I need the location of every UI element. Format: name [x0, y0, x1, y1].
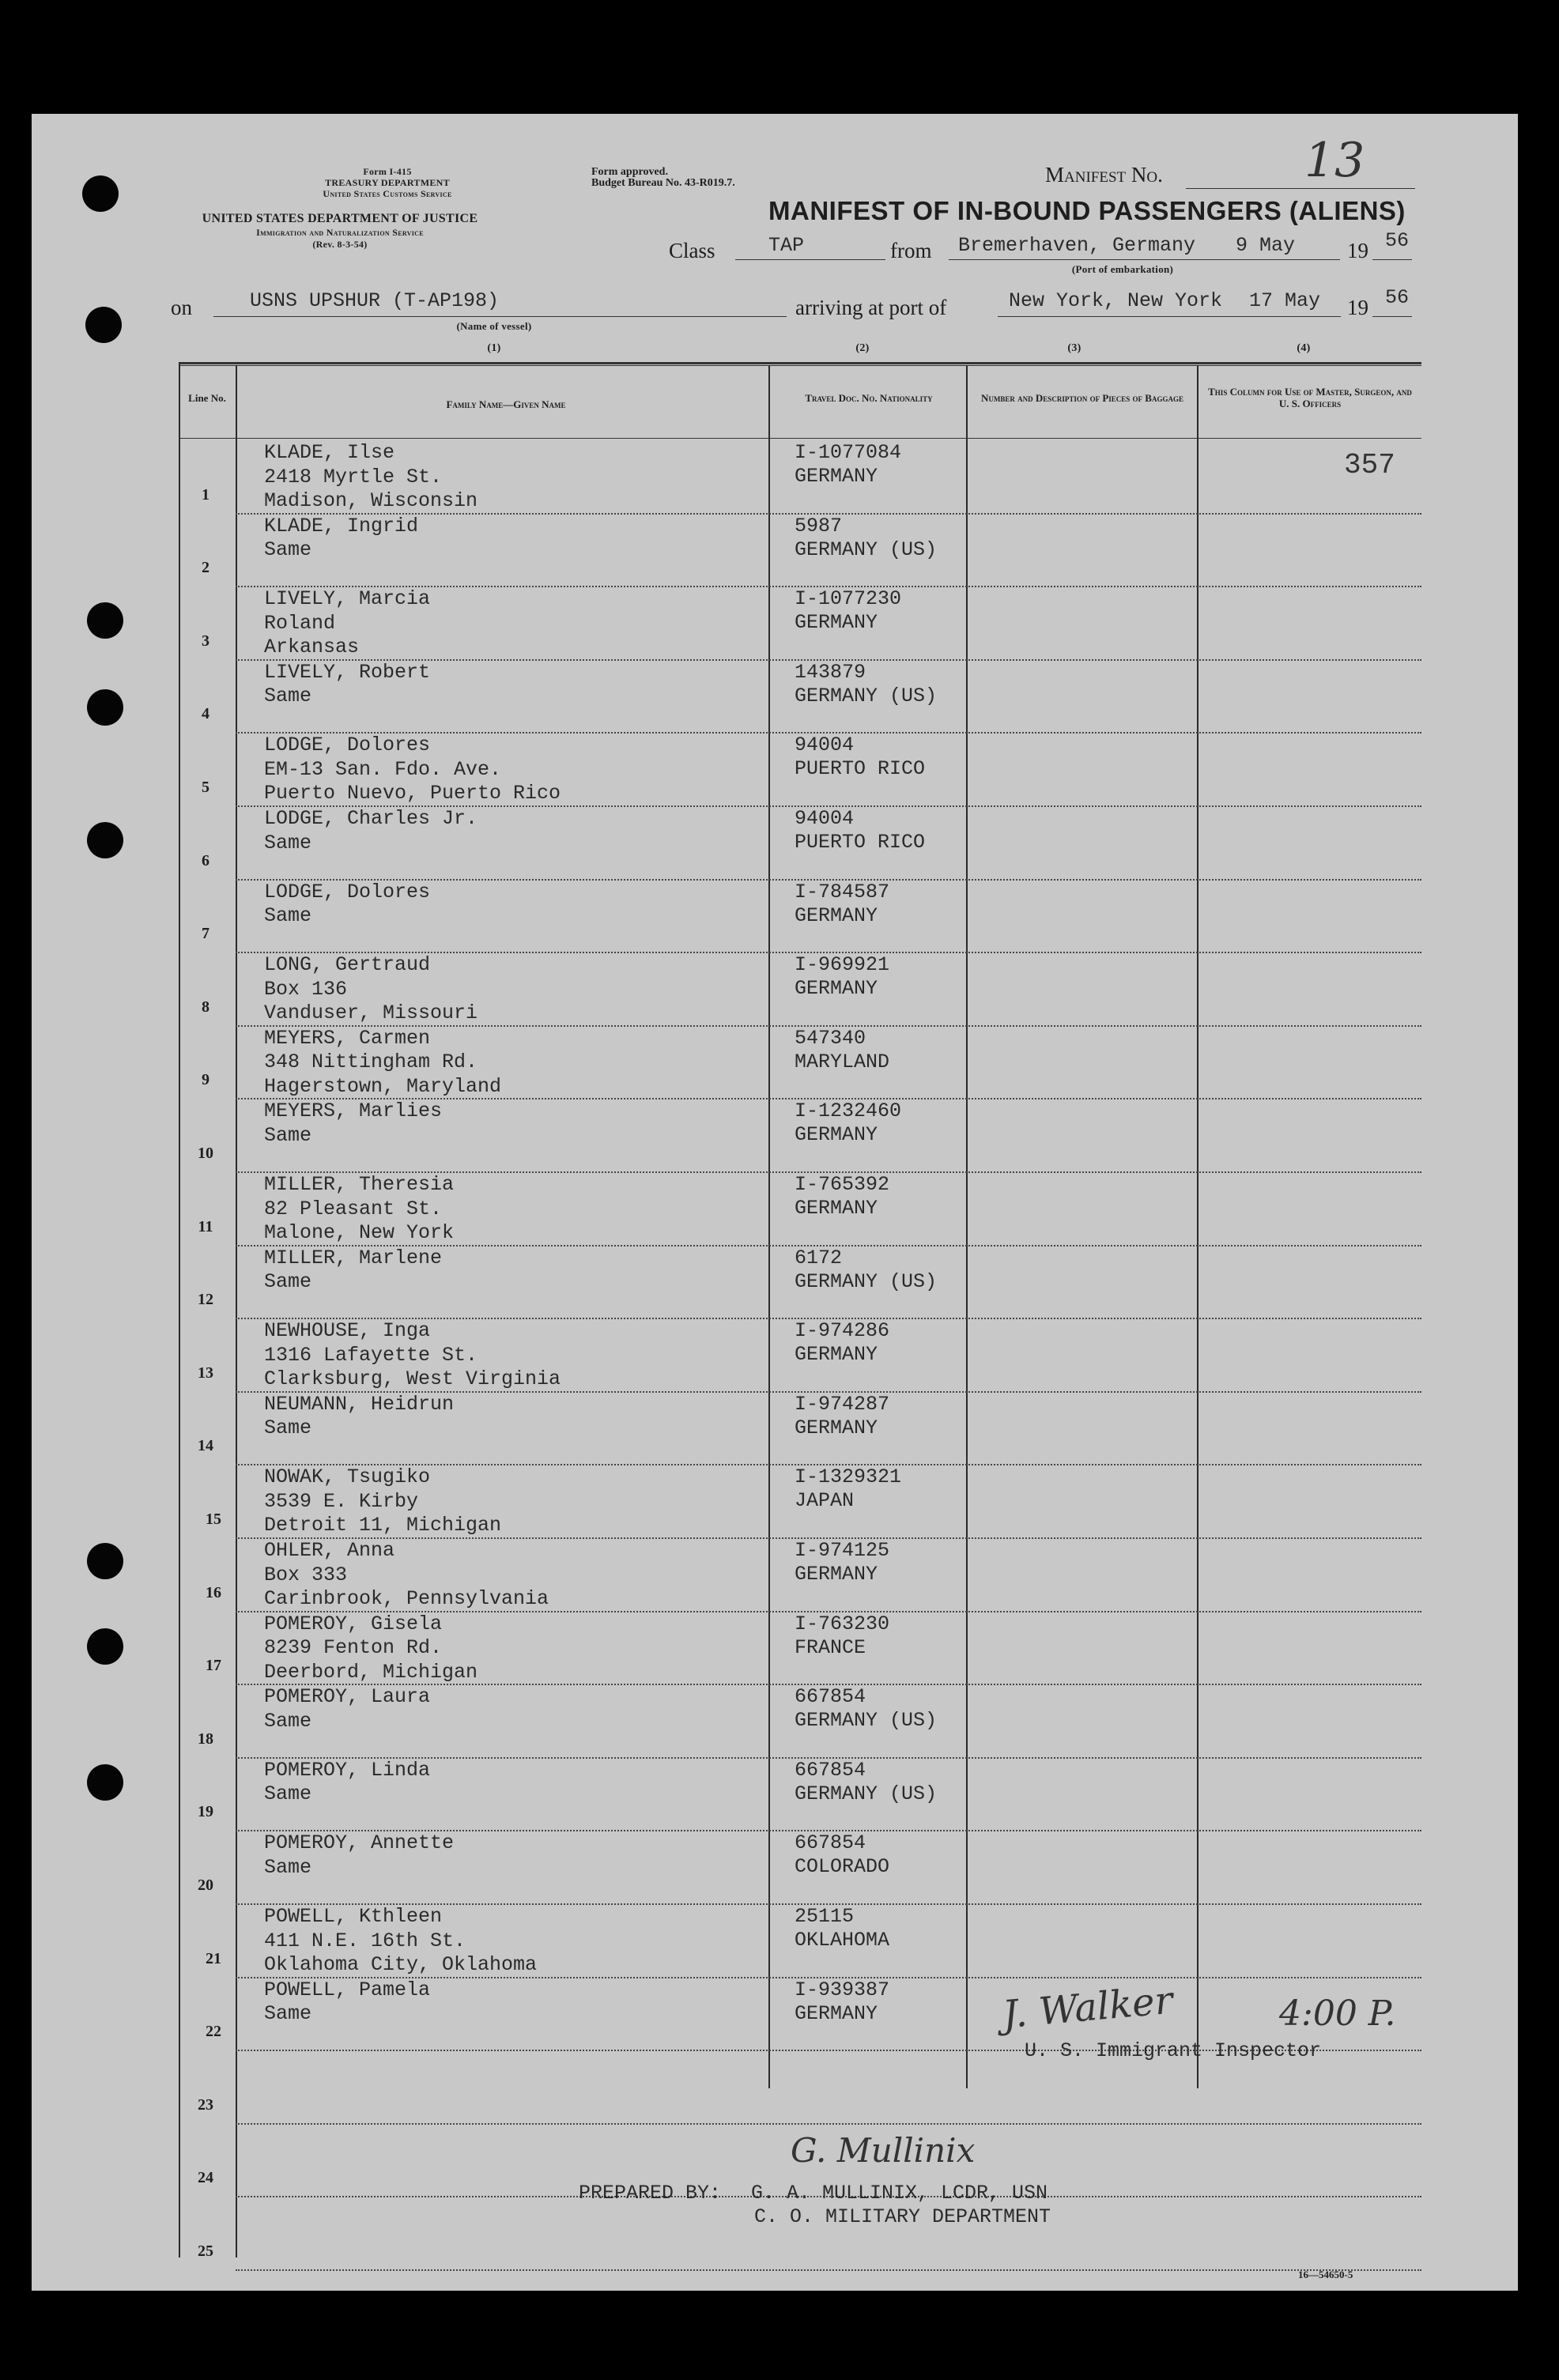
- binder-hole: [85, 307, 122, 343]
- passenger-address-line: 3539 E. Kirby: [264, 1489, 419, 1513]
- passenger-address-line: Same: [264, 2002, 312, 2026]
- line-number: 8: [202, 998, 210, 1016]
- ins-service: Immigration and Naturalization Service: [256, 227, 424, 238]
- travel-doc-number: 5987: [795, 514, 843, 537]
- budget-bureau: Budget Bureau No. 43-R019.7.: [591, 177, 735, 189]
- header-line-no: Line No.: [188, 392, 226, 404]
- nationality: PUERTO RICO: [795, 757, 926, 781]
- passenger-address-line: Madison, Wisconsin: [264, 489, 478, 512]
- line-number: 1: [202, 485, 210, 504]
- travel-doc-number: I-784587: [795, 880, 890, 903]
- binder-hole: [87, 602, 123, 639]
- passenger-address-line: Detroit 11, Michigan: [264, 1514, 502, 1537]
- class-label: Class: [669, 239, 715, 262]
- passenger-address-line: 348 Nittingham Rd.: [264, 1050, 478, 1074]
- passenger-address-line: Vanduser, Missouri: [264, 1001, 478, 1025]
- passenger-address-line: Hagerstown, Maryland: [264, 1074, 502, 1098]
- passenger-address-line: Same: [264, 1855, 312, 1879]
- line-number: 24: [198, 2169, 213, 2187]
- passenger-address-line: 82 Pleasant St.: [264, 1197, 443, 1220]
- travel-doc-number: 94004: [795, 734, 855, 757]
- travel-doc-number: 94004: [795, 807, 855, 830]
- nationality: GERMANY: [795, 465, 878, 488]
- passenger-address-line: 2418 Myrtle St.: [264, 465, 443, 488]
- line-number: 12: [198, 1291, 213, 1309]
- travel-doc-number: I-974286: [795, 1319, 890, 1343]
- nationality: GERMANY: [795, 1123, 878, 1147]
- passenger-name: POWELL, Kthleen: [264, 1905, 443, 1928]
- nationality: GERMANY (US): [795, 1269, 938, 1293]
- line-number: 14: [198, 1437, 213, 1455]
- passenger-address-line: Malone, New York: [264, 1221, 455, 1244]
- passenger-address-line: Same: [264, 831, 312, 854]
- passenger-address-line: 8239 Fenton Rd.: [264, 1636, 443, 1660]
- prepared-label: PREPARED BY:: [579, 2182, 722, 2205]
- row-divider: [236, 2123, 1421, 2125]
- travel-doc-number: I-763230: [795, 1612, 890, 1635]
- travel-doc-number: I-1329321: [795, 1465, 902, 1489]
- nationality: GERMANY (US): [795, 1709, 938, 1733]
- col-num-2: (2): [855, 342, 870, 354]
- preparer-signature: G. Mullinix: [791, 2131, 976, 2170]
- nationality: COLORADO: [795, 1855, 890, 1879]
- passenger-address-line: 1316 Lafayette St.: [264, 1343, 478, 1367]
- passenger-name: LIVELY, Marcia: [264, 587, 431, 611]
- manifest-number: 13: [1304, 133, 1365, 188]
- arrival-year-prefix: 19: [1347, 296, 1368, 319]
- form-number: Form I-415: [363, 166, 412, 177]
- treasury-dept: TREASURY DEPARTMENT: [325, 177, 450, 188]
- line-number: 10: [198, 1145, 213, 1162]
- binder-hole: [82, 175, 119, 212]
- travel-doc-number: I-974125: [795, 1539, 890, 1562]
- nationality: GERMANY: [795, 903, 878, 927]
- travel-doc-number: I-974287: [795, 1392, 890, 1416]
- passenger-name: NEUMANN, Heidrun: [264, 1392, 455, 1416]
- passenger-name: KLADE, Ilse: [264, 441, 395, 464]
- travel-doc-number: I-765392: [795, 1173, 890, 1196]
- revision: (Rev. 8-3-54): [312, 239, 368, 250]
- line-number: 17: [206, 1657, 221, 1675]
- passenger-name: POMEROY, Gisela: [264, 1612, 443, 1635]
- passenger-name: NEWHOUSE, Inga: [264, 1319, 431, 1343]
- inspector-title: U. S. Immigrant Inspector: [1025, 2039, 1322, 2062]
- line-number: 2: [202, 559, 210, 577]
- passenger-address-line: Same: [264, 1709, 312, 1733]
- from-label: from: [890, 239, 932, 262]
- arrival-year: 56: [1385, 286, 1410, 309]
- binder-hole: [87, 822, 123, 858]
- manifest-number-label: Manifest No.: [1045, 163, 1163, 187]
- travel-doc-number: 143879: [795, 660, 866, 684]
- nationality: GERMANY: [795, 977, 878, 1001]
- passenger-name: KLADE, Ingrid: [264, 514, 419, 537]
- col-num-3: (3): [1067, 342, 1081, 354]
- header-travel-doc: Travel Doc. No. Nationality: [805, 392, 933, 404]
- on-label: on: [171, 296, 192, 319]
- vessel-name: USNS UPSHUR (T-AP198): [250, 289, 500, 312]
- port-of-embarkation: Bremerhaven, Germany: [958, 234, 1196, 257]
- travel-doc-number: 667854: [795, 1831, 866, 1855]
- row-divider: [236, 2269, 1421, 2271]
- passenger-name: MILLER, Marlene: [264, 1246, 443, 1269]
- line-number: 15: [206, 1511, 221, 1528]
- nationality: GERMANY: [795, 1416, 878, 1439]
- passenger-address-line: Arkansas: [264, 636, 360, 659]
- embarkation-date: 9 May: [1236, 234, 1296, 257]
- header-baggage: Number and Description of Pieces of Baggage: [981, 392, 1183, 404]
- travel-doc-number: 6172: [795, 1246, 843, 1269]
- line-number: 18: [198, 1729, 213, 1748]
- passenger-address-line: Clarksburg, West Virginia: [264, 1367, 561, 1391]
- officer-mark: 357: [1344, 449, 1395, 481]
- passenger-address-line: EM-13 San. Fdo. Ave.: [264, 757, 502, 781]
- form-footer-code: 16—54650-5: [1298, 2269, 1353, 2280]
- vessel-caption: (Name of vessel): [456, 320, 532, 332]
- nationality: GERMANY: [795, 2001, 878, 2025]
- preparer-dept: C. O. MILITARY DEPARTMENT: [754, 2205, 1051, 2228]
- class-value: TAP: [768, 234, 805, 257]
- passenger-name: POMEROY, Linda: [264, 1758, 431, 1782]
- passenger-name: MEYERS, Marlies: [264, 1099, 443, 1123]
- passenger-address-line: Same: [264, 685, 312, 708]
- line-number: 19: [198, 1803, 213, 1821]
- passenger-name: OHLER, Anna: [264, 1539, 395, 1562]
- passenger-name: LODGE, Dolores: [264, 880, 431, 903]
- passenger-address-line: Deerbord, Michigan: [264, 1660, 478, 1684]
- passenger-address-line: Oklahoma City, Oklahoma: [264, 1953, 538, 1976]
- travel-doc-number: I-1232460: [795, 1099, 902, 1123]
- passenger-address-line: 411 N.E. 16th St.: [264, 1929, 466, 1952]
- justice-dept: UNITED STATES DEPARTMENT OF JUSTICE: [202, 212, 478, 225]
- line-number: 20: [198, 1876, 213, 1894]
- line-number: 4: [202, 705, 210, 723]
- port-embarkation-caption: (Port of embarkation): [1071, 263, 1174, 275]
- nationality: GERMANY: [795, 1563, 878, 1586]
- customs-service: United States Customs Service: [323, 188, 452, 199]
- nationality: GERMANY: [795, 1197, 878, 1220]
- passenger-name: POMEROY, Annette: [264, 1831, 455, 1855]
- passenger-address-line: Box 136: [264, 977, 348, 1001]
- travel-doc-number: I-1077084: [795, 441, 902, 464]
- binder-hole: [87, 1543, 123, 1579]
- line-number: 21: [206, 1949, 221, 1967]
- travel-doc-number: 667854: [795, 1758, 866, 1782]
- header-name: Family Name—Given Name: [446, 398, 566, 410]
- header-officers: This Column for Use of Master, Surgeon, and U. S. Officers: [1208, 386, 1412, 409]
- inspector-time: 4:00 P.: [1279, 1993, 1396, 2034]
- passenger-address-line: Same: [264, 1270, 312, 1294]
- line-number: 11: [198, 1217, 213, 1235]
- passenger-address-line: Carinbrook, Pennsylvania: [264, 1587, 549, 1610]
- preparer-name: G. A. MULLINIX, LCDR, USN: [751, 2182, 1048, 2205]
- travel-doc-number: 547340: [795, 1026, 866, 1050]
- travel-doc-number: 667854: [795, 1685, 866, 1709]
- line-number: 22: [206, 2023, 221, 2041]
- arrival-date: 17 May: [1249, 289, 1321, 312]
- embarkation-year: 56: [1385, 229, 1410, 252]
- arrival-port: New York, New York: [1009, 289, 1223, 312]
- nationality: GERMANY: [795, 1343, 878, 1367]
- col-num-1: (1): [487, 342, 501, 354]
- travel-doc-number: I-1077230: [795, 587, 902, 611]
- nationality: GERMANY (US): [795, 537, 938, 561]
- passenger-address-line: Same: [264, 1416, 312, 1440]
- col-num-4: (4): [1297, 342, 1311, 354]
- passenger-name: LIVELY, Robert: [264, 660, 431, 684]
- line-number: 16: [206, 1583, 221, 1601]
- passenger-name: POMEROY, Laura: [264, 1685, 431, 1709]
- passenger-address-line: Same: [264, 1123, 312, 1147]
- passenger-address-line: Same: [264, 1782, 312, 1806]
- travel-doc-number: I-969921: [795, 953, 890, 977]
- travel-doc-number: 25115: [795, 1905, 855, 1928]
- manifest-page: [32, 114, 1518, 2291]
- line-number: 5: [202, 779, 210, 796]
- nationality: MARYLAND: [795, 1050, 890, 1073]
- passenger-address-line: Puerto Nuevo, Puerto Rico: [264, 782, 561, 805]
- inspector-signature: J. Walker: [1000, 1978, 1175, 2038]
- line-number: 7: [202, 925, 210, 943]
- passenger-name: LODGE, Charles Jr.: [264, 807, 478, 830]
- travel-doc-number: I-939387: [795, 1978, 890, 2001]
- line-number: 25: [198, 2242, 213, 2260]
- passenger-address-line: Roland: [264, 611, 336, 635]
- nationality: FRANCE: [795, 1635, 866, 1659]
- passenger-name: POWELL, Pamela: [264, 1978, 431, 2001]
- line-number: 6: [202, 851, 210, 869]
- nationality: GERMANY (US): [795, 1782, 938, 1805]
- nationality: GERMANY (US): [795, 684, 938, 707]
- form-approved: Form approved.: [591, 166, 668, 178]
- embarkation-year-prefix: 19: [1347, 239, 1368, 262]
- line-number: 23: [198, 2095, 213, 2114]
- nationality: OKLAHOMA: [795, 1929, 890, 1952]
- nationality: GERMANY: [795, 611, 878, 635]
- passenger-name: LODGE, Dolores: [264, 734, 431, 757]
- line-number: 3: [202, 632, 210, 650]
- binder-hole: [87, 1764, 123, 1801]
- passenger-name: NOWAK, Tsugiko: [264, 1465, 431, 1489]
- binder-hole: [87, 689, 123, 726]
- passenger-address-line: Same: [264, 904, 312, 928]
- manifest-title: MANIFEST OF IN-BOUND PASSENGERS (ALIENS): [768, 196, 1406, 225]
- line-number: 13: [198, 1364, 213, 1382]
- nationality: PUERTO RICO: [795, 831, 926, 854]
- nationality: JAPAN: [795, 1489, 855, 1513]
- passenger-name: MILLER, Theresia: [264, 1173, 455, 1196]
- binder-hole: [87, 1628, 123, 1665]
- passenger-name: LONG, Gertraud: [264, 953, 431, 977]
- arriving-label: arriving at port of: [795, 296, 947, 319]
- passenger-name: MEYERS, Carmen: [264, 1026, 431, 1050]
- passenger-address-line: Box 333: [264, 1563, 348, 1586]
- passenger-address-line: Same: [264, 538, 312, 562]
- line-number: 9: [202, 1071, 210, 1089]
